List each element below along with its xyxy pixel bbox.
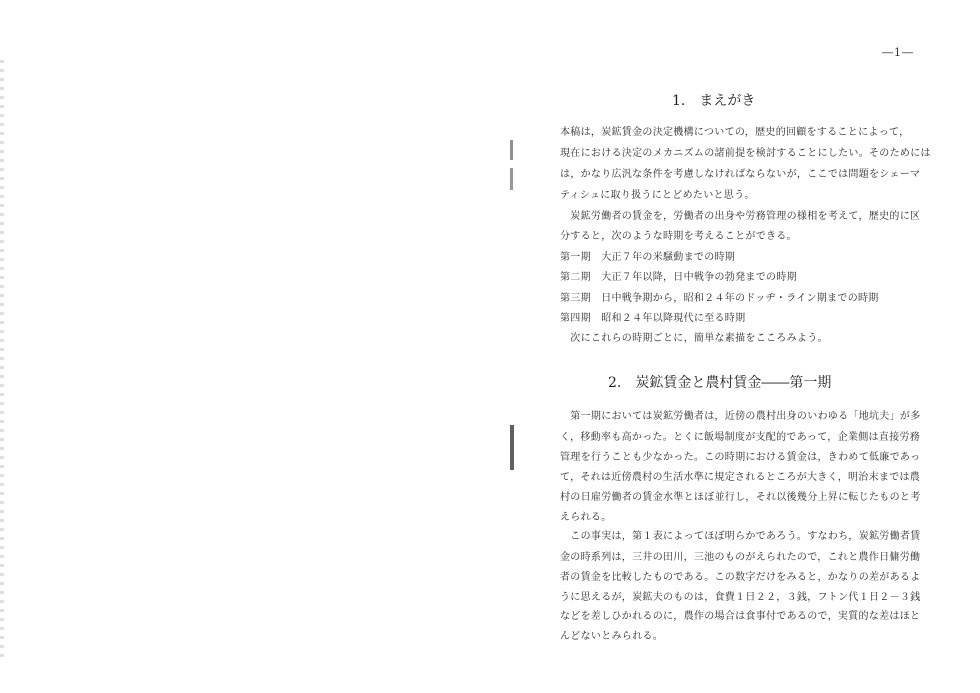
section-2-line: 村の日雇労働者の賃金水準とほぼ並行し，それ以後幾分上昇に転じたものと考 [560, 492, 921, 503]
section-1-line: 次にこれらの時期ごとに，簡単な素描をこころみよう。 [560, 333, 828, 344]
section-2-line: 金の時系列は，三井の田川，三池のものがえられたので，これと農作日傭労働 [560, 552, 921, 563]
section-1-line: 本稿は，炭鉱賃金の決定機構についての，歴史的回顧をすることによって， [560, 127, 910, 138]
section-1-line: は，かなり広汎な条件を考慮しなければならないが，ここでは問題をシェーマ [560, 169, 921, 180]
gutter-shadow-mark [510, 140, 513, 160]
section-2-line: 管理を行うことも少なかった。この時期における賃金は，きわめて低廉であっ [560, 452, 921, 463]
section-2-heading: 2. 炭鉱賃金と農村賃金――第一期 [608, 375, 832, 391]
section-1-period-item: 第四期 昭和２４年以降現代に至る時期 [560, 313, 746, 324]
section-2-line: などを差しひかれるのに，農作の場合は食事付であるので，実質的な差はほと [560, 611, 921, 622]
section-1-heading: 1. まえがき [672, 93, 756, 109]
gutter-shadow-mark [510, 168, 513, 190]
section-1-line: 現在における決定のメカニズムの諸前提を検討することにしたい。そのためには [560, 148, 931, 159]
section-2-line: 第一期においては炭鉱労働者は，近傍の農村出身のいわゆる「地坑夫」が多 [560, 411, 921, 422]
section-1-period-item: 第三期 日中戦争期から，昭和２４年のドッヂ・ライン期までの時期 [560, 293, 879, 304]
section-1-line: 分すると，次のような時期を考えることができる。 [560, 231, 797, 242]
gutter-shadow-mark [510, 425, 514, 470]
section-1-line: ティシュに取り扱うにとどめたいと思う。 [560, 190, 755, 201]
section-1-period-item: 第一期 大正７年の米騒動までの時期 [560, 252, 736, 263]
section-1-line: 炭鉱労働者の賃金を，労働者の出身や労務管理の様相を考えて，歴史的に区 [560, 211, 921, 222]
left-page-edge-noise [0, 60, 4, 660]
section-2-line: 者の賃金を比較したものである。この数字だけをみると，かなりの差があるよ [560, 572, 921, 583]
section-2-line: んどないとみられる。 [560, 631, 663, 642]
section-2-line: この事実は，第１表によってほぼ明らかであろう。すなわち，炭鉱労働者賃 [560, 531, 921, 542]
page-number: ―1― [882, 46, 914, 59]
section-2-line: て，それは近傍農村の生活水準に規定されるところが大きく，明治末までは農 [560, 472, 921, 483]
section-2-line: うに思えるが，炭鉱夫のものは，食費１日２２，３銭，フトン代１日２－３銭 [560, 592, 921, 603]
section-1-period-item: 第二期 大正７年以降，日中戦争の勃発までの時期 [560, 272, 797, 283]
section-2-line: えられる。 [560, 512, 612, 523]
section-2-line: く，移動率も高かった。とくに飯場制度が支配的であって，企業側は直接労務 [560, 432, 920, 443]
